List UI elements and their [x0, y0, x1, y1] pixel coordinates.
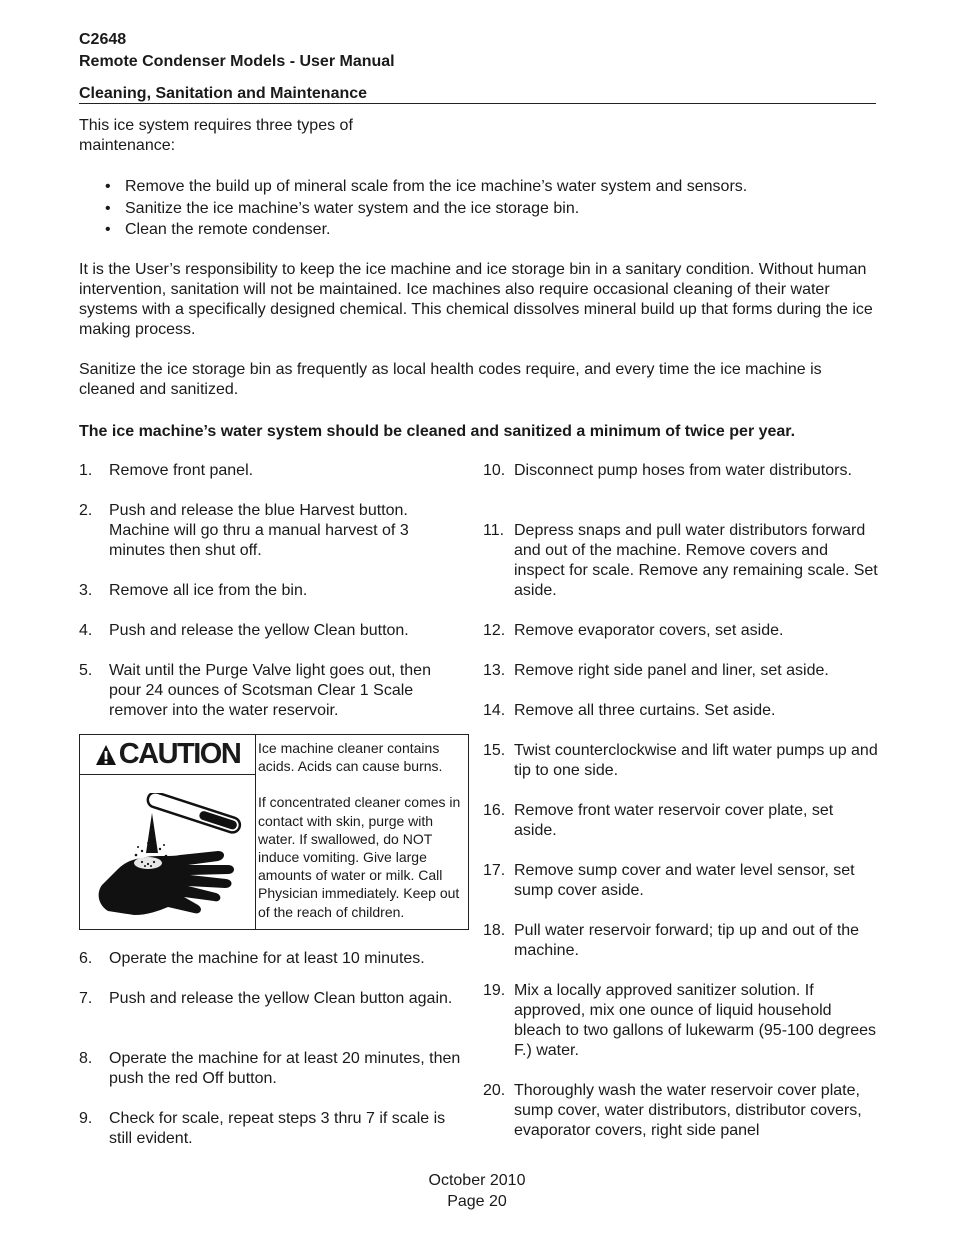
step-text: Remove front panel. — [109, 462, 254, 479]
step-text: Remove right side panel and liner, set aside. — [514, 662, 829, 679]
step-text: Remove sump cover and water level sensor, set sump cover aside. — [514, 862, 855, 899]
list-item: • Sanitize the ice machine’s water system and the ice storage bin. — [105, 198, 747, 220]
intro-paragraph: This ice system requires three types of maintenance: — [79, 117, 353, 154]
section-rule — [79, 103, 876, 104]
step-text: Remove all ice from the bin. — [109, 582, 308, 599]
step-text: Push and release the blue Harvest button. Machine will go thru a manual harvest of 3 minutes then shut off. — [109, 502, 409, 559]
step-number: 11. — [483, 522, 505, 539]
step-text: Mix a locally approved sanitizer solution. If approved, mix one ounce of liquid household bleach to two gallons of lukewarm (95-100 degrees F.) water. — [514, 982, 876, 1059]
step-text: Operate the machine for at least 20 minutes, then push the red Off button. — [109, 1050, 461, 1087]
step-text: Thoroughly wash the water reservoir cover plate, sump cover, water distributors, distributor covers, evaporator covers, right side panel — [514, 1082, 862, 1139]
step-text: Remove evaporator covers, set aside. — [514, 622, 784, 639]
caution-label: CAUTION — [118, 738, 241, 770]
step-text: Check for scale, repeat steps 3 thru 7 if scale is still evident. — [109, 1110, 446, 1147]
step-text: Depress snaps and pull water distributors forward and out of the machine. Remove covers and inspect for scale. Remove any remaining scale. Set aside. — [514, 522, 878, 599]
step-number: 2. — [79, 502, 93, 519]
step-number: 3. — [79, 582, 93, 599]
step-text: Push and release the yellow Clean button. — [109, 622, 409, 639]
step-text: Push and release the yellow Clean button again. — [109, 990, 453, 1007]
step-number: 5. — [79, 662, 93, 679]
step-number: 9. — [79, 1110, 93, 1127]
section-title: Cleaning, Sanitation and Maintenance — [79, 85, 368, 102]
step-text: Twist counterclockwise and lift water pumps up and tip to one side. — [514, 742, 878, 779]
step-number: 20. — [483, 1082, 506, 1099]
step-number: 17. — [483, 862, 506, 879]
step-number: 13. — [483, 662, 506, 679]
step-number: 10. — [483, 462, 506, 479]
caution-header — [80, 735, 255, 775]
responsibility-paragraph: It is the User’s responsibility to keep the ice machine and ice storage bin in a sanitary condition. Without human intervention, sanitation will not be maintained. Ice machines also require occasional cleaning of their water systems with a specifically designed chemical. This chemical dissolves mineral build up that forms during the ice making process. — [79, 261, 873, 338]
step-number: 19. — [483, 982, 506, 999]
warning-triangle-icon — [95, 744, 117, 766]
step-text: Wait until the Purge Valve light goes out, then pour 24 ounces of Scotsman Clear 1 Scale remover into the water reservoir. — [109, 662, 431, 719]
page-number: Page 20 — [447, 1193, 507, 1210]
frequency-note: The ice machine’s water system should be cleaned and sanitized a minimum of twice per year. — [79, 423, 796, 440]
step-number: 1. — [79, 462, 93, 479]
caution-warning: Ice machine cleaner contains acids. Acids can cause burns. — [258, 740, 443, 775]
list-item: • Remove the build up of mineral scale from the ice machine’s water system and sensors. — [105, 176, 747, 198]
maintenance-list — [105, 176, 747, 241]
step-number: 4. — [79, 622, 93, 639]
step-text: Disconnect pump hoses from water distributors. — [514, 462, 852, 479]
step-number: 14. — [483, 702, 506, 719]
step-text: Operate the machine for at least 10 minutes. — [109, 950, 425, 967]
step-number: 12. — [483, 622, 506, 639]
caution-first-aid: If concentrated cleaner comes in contact with skin, purge with water. If swallowed, do NOT induce vomiting. Give large amounts of water or milk. Call Physician immediately. Keep out of the reach of children. — [258, 794, 461, 920]
step-number: 8. — [79, 1050, 93, 1067]
footer-date: October 2010 — [428, 1172, 526, 1189]
sanitize-paragraph: Sanitize the ice storage bin as frequently as local health codes require, and every time the ice machine is cleaned and sanitized. — [79, 361, 822, 398]
caution-text — [258, 739, 470, 921]
acid-on-hand-icon — [88, 793, 248, 923]
step-text: Pull water reservoir forward; tip up and out of the machine. — [514, 922, 860, 959]
caution-box — [79, 734, 469, 930]
step-number: 16. — [483, 802, 506, 819]
caution-divider — [255, 735, 256, 929]
list-item: • Clean the remote condenser. — [105, 219, 747, 241]
step-number: 15. — [483, 742, 506, 759]
step-text: Remove front water reservoir cover plate, set aside. — [514, 802, 834, 839]
document-code: C2648 — [79, 31, 127, 48]
step-number: 18. — [483, 922, 506, 939]
document-title: Remote Condenser Models - User Manual — [79, 53, 395, 70]
step-number: 6. — [79, 950, 93, 967]
step-text: Remove all three curtains. Set aside. — [514, 702, 776, 719]
step-number: 7. — [79, 990, 93, 1007]
